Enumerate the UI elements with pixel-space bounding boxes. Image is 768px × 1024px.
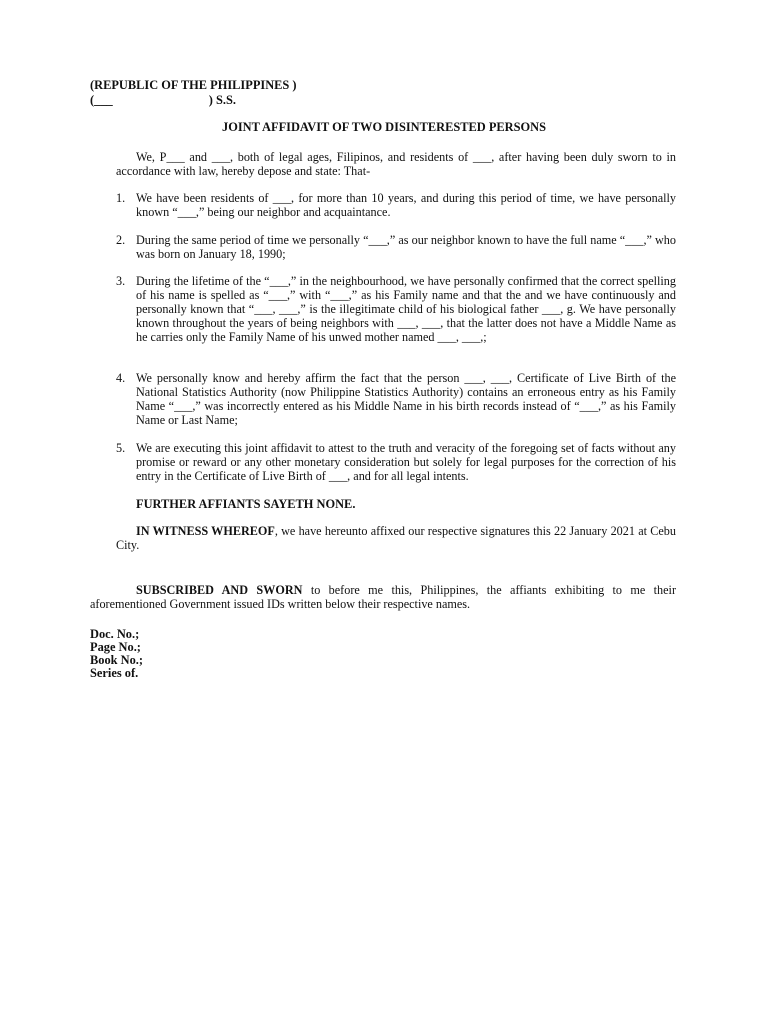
doc-no-label: Doc. No.; bbox=[90, 627, 140, 641]
sworn-paragraph bbox=[90, 583, 676, 611]
list-item bbox=[116, 191, 676, 219]
document-title: JOINT AFFIDAVIT OF TWO DISINTERESTED PERSONS bbox=[222, 120, 546, 134]
item-number: 5. bbox=[116, 441, 126, 455]
further-affiants: FURTHER AFFIANTS SAYETH NONE. bbox=[136, 497, 356, 511]
item-text: We have been residents of ___, for more than 10 years, and during this period of time, we have personally known “___,” being our neighbor and acquaintance. bbox=[136, 191, 676, 219]
item-number: 2. bbox=[116, 233, 126, 247]
witness-lead: IN WITNESS WHEREOF bbox=[136, 524, 275, 538]
intro-paragraph: We, P___ and ___, both of legal ages, Filipinos, and residents of ___, after having been duly sworn to in accordance with law, hereby depose and state: That- bbox=[116, 150, 676, 178]
republic-header: (REPUBLIC OF THE PHILIPPINES ) bbox=[90, 78, 297, 92]
sworn-text: to before me this, Philippines, the affiants exhibiting to me their aforementioned Government issued IDs written below their respective names. bbox=[90, 583, 676, 611]
witness-text: , we have hereunto affixed our respective signatures this 22 January 2021 at Cebu City. bbox=[116, 524, 676, 552]
item-number: 1. bbox=[116, 191, 126, 205]
item-text: During the lifetime of the “___,” in the neighbourhood, we have personally confirmed that the correct spelling of his name is spelled as “___,” with “___,” as his Family name and that the and we have continuously and personally known that “___, ___,” is the illegitimate child of his biological father ___, g. We have personally known throughout the years of being neighbors with ___, ___, that the latter does not have a Middle Name as he carries only the Family Name of his unwed mother named ___, ___,; bbox=[136, 274, 676, 344]
list-item bbox=[116, 371, 676, 427]
item-number: 3. bbox=[116, 274, 126, 288]
item-text: We personally know and hereby affirm the fact that the person ___, ___, Certificate of Live Birth of the National Statistics Authority (now Philippine Statistics Authority) contains an erroneous entry as his Family Name “___,” was incorrectly entered as his Middle Name in his birth records instead of “___,” as his Family Name or Last Name; bbox=[136, 371, 676, 427]
series-label: Series of. bbox=[90, 666, 139, 680]
page-no-label: Page No.; bbox=[90, 640, 141, 654]
list-item bbox=[116, 274, 676, 344]
item-text: During the same period of time we personally “___,” as our neighbor known to have the full name “___,” who was born on January 18, 1990; bbox=[136, 233, 676, 261]
item-number: 4. bbox=[116, 371, 126, 385]
list-item bbox=[116, 233, 676, 261]
item-text: We are executing this joint affidavit to attest to the truth and veracity of the foregoing set of facts without any promise or reward or any other monetary consideration but solely for legal purposes for the correction of his entry in the Certificate of Live Birth of ___, and for all legal intents. bbox=[136, 441, 676, 483]
list-item bbox=[116, 441, 676, 483]
sworn-lead: SUBSCRIBED AND SWORN bbox=[136, 583, 303, 597]
venue-header: (___ ) S.S. bbox=[90, 93, 236, 107]
book-no-label: Book No.; bbox=[90, 653, 144, 667]
witness-paragraph bbox=[116, 524, 676, 552]
